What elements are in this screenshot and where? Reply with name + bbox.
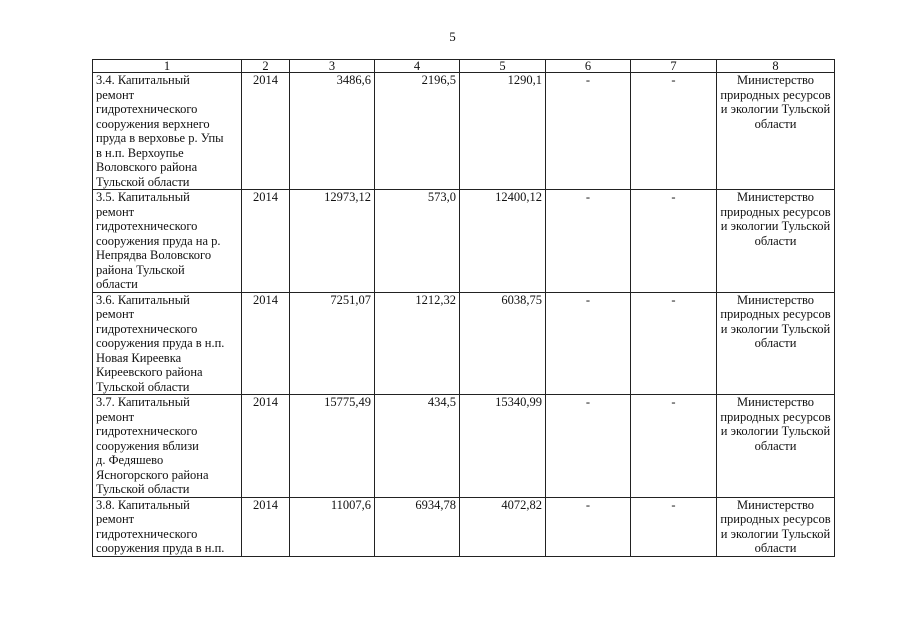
amount-cell: - xyxy=(546,292,631,395)
amount-cell: 573,0 xyxy=(375,190,460,293)
description-line: 3.7. Капитальный xyxy=(96,395,190,409)
description-line: 3.5. Капитальный xyxy=(96,190,190,204)
amount-cell: - xyxy=(546,73,631,190)
amount-cell: 1290,1 xyxy=(460,73,546,190)
executor-cell: Министерство природных ресурсов и экологии Тульской области xyxy=(717,497,835,556)
table-row xyxy=(93,395,835,498)
year-cell: 2014 xyxy=(242,73,290,190)
executor-cell: Министерство природных ресурсов и экологии Тульской области xyxy=(717,292,835,395)
amount-cell: - xyxy=(631,395,717,498)
description-line: в н.п. Верхоупье xyxy=(96,145,184,160)
description-line: района Тульской xyxy=(96,262,185,277)
description-line: пруда в верховье р. Упы xyxy=(96,131,224,145)
column-header: 6 xyxy=(546,60,631,73)
amount-cell: - xyxy=(631,190,717,293)
amount-cell: - xyxy=(631,497,717,556)
description-line: ремонт xyxy=(96,87,135,102)
table-row xyxy=(93,292,835,395)
description-line: гидротехнического xyxy=(96,424,198,438)
description-line: Тульской области xyxy=(96,174,190,189)
description-line: 3.8. Капитальный xyxy=(96,497,190,512)
year-cell: 2014 xyxy=(242,190,290,293)
measure-description-cell xyxy=(93,73,242,190)
column-header: 4 xyxy=(375,60,460,73)
description-line: Киреевского района xyxy=(96,365,203,379)
description-line: гидротехнического xyxy=(96,102,198,116)
amount-cell: 15775,49 xyxy=(290,395,375,498)
description-line: ремонт xyxy=(96,307,135,321)
measure-description-cell xyxy=(93,497,242,556)
program-table xyxy=(92,59,835,557)
description-line: Тульской области xyxy=(96,482,190,496)
year-cell: 2014 xyxy=(242,292,290,395)
amount-cell: 3486,6 xyxy=(290,73,375,190)
description-line: д. Федяшево xyxy=(96,453,164,467)
amount-cell: - xyxy=(631,73,717,190)
amount-cell: 1212,32 xyxy=(375,292,460,395)
amount-cell: 434,5 xyxy=(375,395,460,498)
description-line: ремонт xyxy=(96,409,135,424)
amount-cell: 11007,6 xyxy=(290,497,375,556)
page-number: 5 xyxy=(449,29,456,44)
year-cell: 2014 xyxy=(242,497,290,556)
amount-cell: - xyxy=(631,292,717,395)
description-line: Тульской области xyxy=(96,379,190,394)
amount-cell: 12973,12 xyxy=(290,190,375,293)
description-line: ремонт xyxy=(96,204,135,219)
description-line: сооружения верхнего xyxy=(96,116,210,131)
description-line: Ясногорского района xyxy=(96,467,209,482)
description-line: ремонт xyxy=(96,512,135,526)
measure-description-cell xyxy=(93,190,242,293)
description-line: гидротехнического xyxy=(96,526,198,541)
amount-cell: 4072,82 xyxy=(460,497,546,556)
column-header: 5 xyxy=(460,60,546,73)
amount-cell: 15340,99 xyxy=(460,395,546,498)
description-line: Воловского района xyxy=(96,160,198,174)
amount-cell: 6934,78 xyxy=(375,497,460,556)
executor-cell: Министерство природных ресурсов и экологии Тульской области xyxy=(717,395,835,498)
amount-cell: - xyxy=(546,497,631,556)
description-line: Новая Киреевка xyxy=(96,350,182,365)
description-line: сооружения пруда в н.п. xyxy=(96,336,225,350)
executor-cell: Министерство природных ресурсов и экологии Тульской области xyxy=(717,190,835,293)
column-header: 3 xyxy=(290,60,375,73)
column-header: 1 xyxy=(93,60,242,73)
executor-cell: Министерство природных ресурсов и экологии Тульской области xyxy=(717,73,835,190)
amount-cell: 2196,5 xyxy=(375,73,460,190)
amount-cell: 12400,12 xyxy=(460,190,546,293)
table-row xyxy=(93,190,835,293)
description-line: 3.4. Капитальный xyxy=(96,73,190,87)
amount-cell: 7251,07 xyxy=(290,292,375,395)
description-line: Непрядва Воловского xyxy=(96,248,212,262)
description-line: сооружения вблизи xyxy=(96,438,199,453)
description-line: области xyxy=(96,277,138,291)
description-line: гидротехнического xyxy=(96,321,198,336)
header-row xyxy=(93,60,835,73)
column-header: 7 xyxy=(631,60,717,73)
description-line: сооружения пруда на р. xyxy=(96,233,221,248)
amount-cell: 6038,75 xyxy=(460,292,546,395)
description-line: гидротехнического xyxy=(96,219,198,233)
amount-cell: - xyxy=(546,190,631,293)
year-cell: 2014 xyxy=(242,395,290,498)
description-line: сооружения пруда в н.п. xyxy=(96,541,225,555)
column-header: 2 xyxy=(242,60,290,73)
column-header: 8 xyxy=(717,60,835,73)
description-line: 3.6. Капитальный xyxy=(96,292,190,307)
table-row xyxy=(93,73,835,190)
measure-description-cell xyxy=(93,395,242,498)
table-row xyxy=(93,497,835,556)
measure-description-cell xyxy=(93,292,242,395)
amount-cell: - xyxy=(546,395,631,498)
